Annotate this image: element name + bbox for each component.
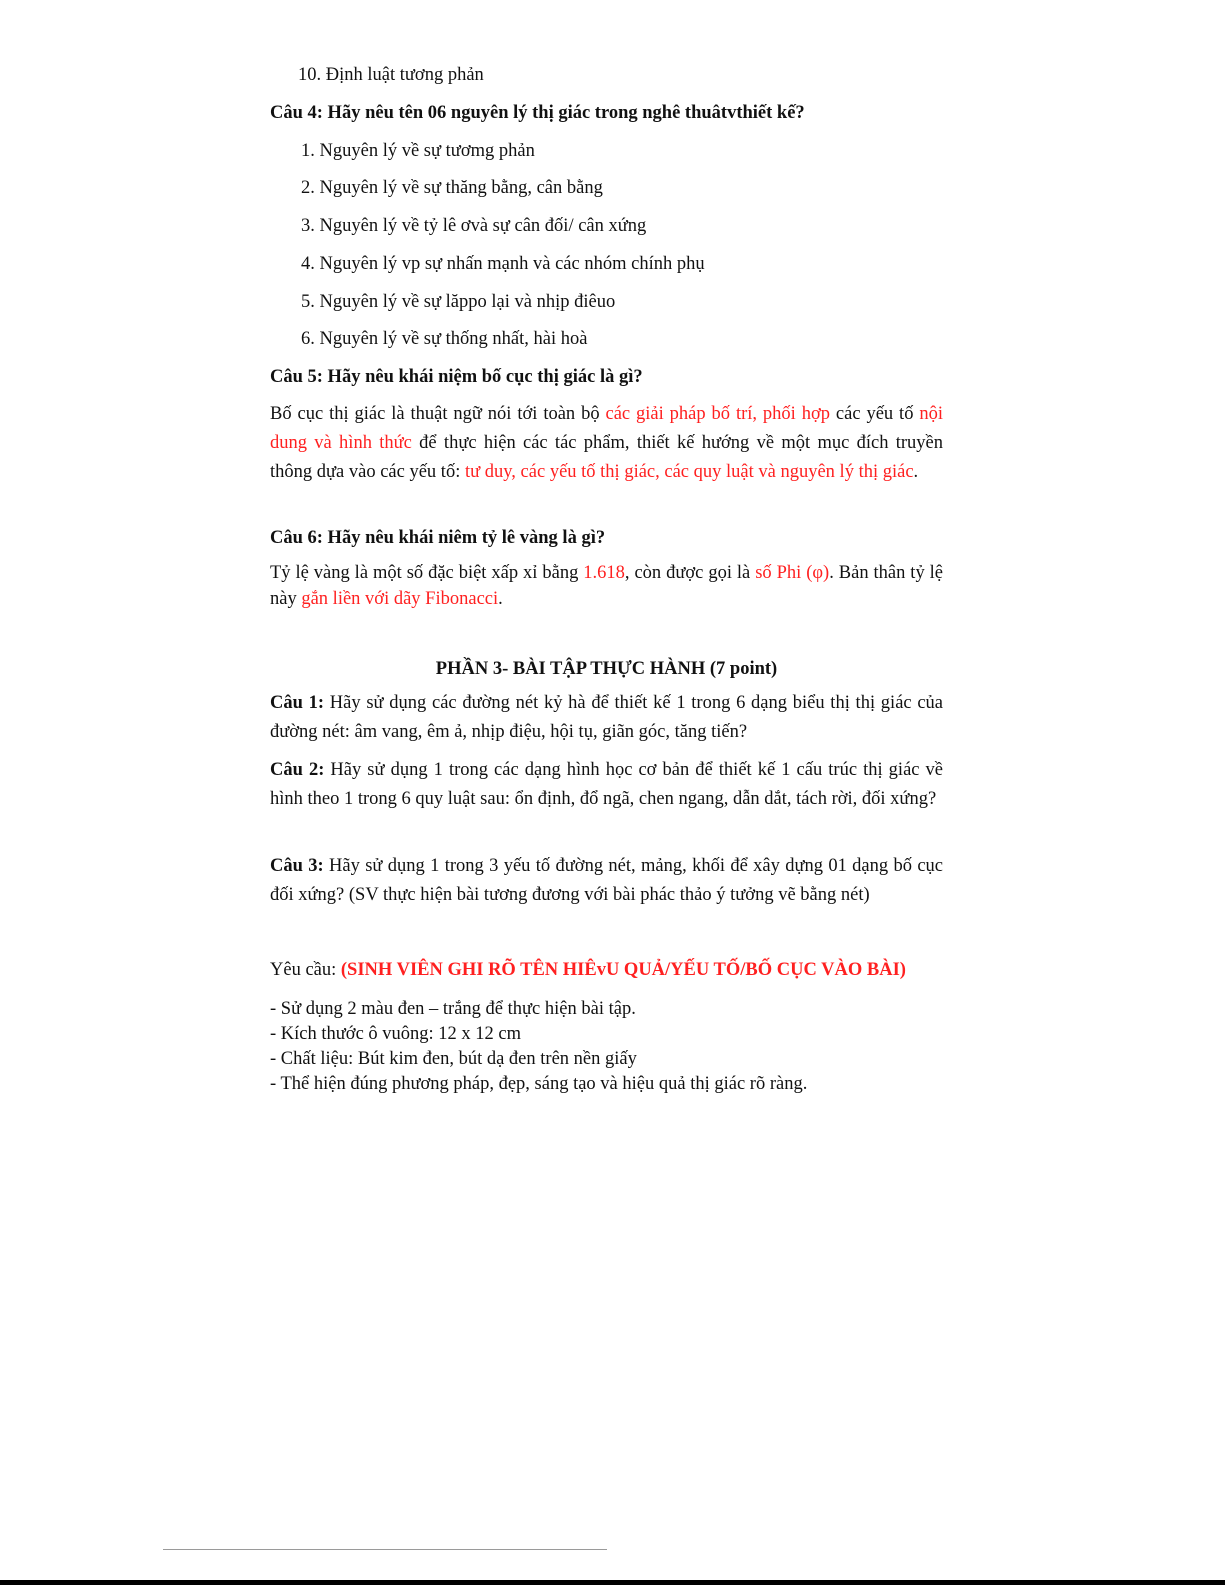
q4-list-item: 4. Nguyên lý vp sự nhấn mạnh và các nhóm chính phụ	[301, 254, 705, 274]
footnote-divider	[163, 1549, 607, 1550]
q4-list-item: 1. Nguyên lý về sự tươmg phản	[301, 141, 535, 161]
q3-list-item-10: 10. Định luật tương phản	[298, 65, 484, 85]
q4-heading: Câu 4: Hãy nêu tên 06 nguyên lý thị giác trong nghê thuâtvthiết kế?	[270, 103, 805, 123]
q4-list-item: 3. Nguyên lý về tỷ lê ơvà sự cân đối/ cân xứng	[301, 216, 647, 236]
requirement-item: - Kích thước ô vuông: 12 x 12 cm	[270, 1024, 522, 1044]
q6-heading: Câu 6: Hãy nêu khái niêm tỷ lê vàng là gì?	[270, 528, 606, 548]
q4-list-item: 6. Nguyên lý về sự thống nhất, hài hoà	[301, 329, 588, 349]
q6-answer: Tỷ lệ vàng là một số đặc biệt xấp xỉ bằng 1.618, còn được gọi là số Phi (φ). Bản thân tỷ lệ này gắn liền với dãy Fibonacci.	[270, 563, 943, 609]
requirement-item: - Thể hiện đúng phương pháp, đẹp, sáng tạo và hiệu quả thị giác rõ ràng.	[270, 1074, 808, 1094]
requirement-item: - Chất liệu: Bút kim đen, bút dạ đen trên nền giấy	[270, 1049, 637, 1069]
p3-q3: Câu 3: Hãy sử dụng 1 trong 3 yếu tố đường nét, mảng, khối để xây dựng 01 dạng bố cục đối xứng? (SV thực hiện bài tương đương với bài phác thảo ý tưởng vẽ bằng nét)	[270, 856, 944, 905]
p3-q1: Câu 1: Hãy sử dụng các đường nét kỷ hà để thiết kế 1 trong 6 dạng biểu thị thị giác của đường nét: âm vang, êm ả, nhịp điệu, hội tụ, giãn góc, tăng tiến?	[270, 693, 944, 742]
q5-answer: Bố cục thị giác là thuật ngữ nói tới toàn bộ các giải pháp bố trí, phối hợp các yếu tố nội dung và hình thức để thực hiện các tác phẩm, thiết kế hướng về một mục đích truyền thông dựa vào các yếu tố: tư duy, các yếu tố thị giác, các quy luật và nguyên lý thị giác.	[270, 404, 943, 482]
p3-q2: Câu 2: Hãy sử dụng 1 trong các dạng hình học cơ bản để thiết kế 1 cấu trúc thị giác về hình theo 1 trong 6 quy luật sau: ổn định, đổ ngã, chen ngang, dẫn dắt, tách rời, đối xứng?	[270, 760, 944, 809]
q4-list-item: 5. Nguyên lý về sự lăppo lại và nhịp điêuo	[301, 292, 616, 312]
q5-heading: Câu 5: Hãy nêu khái niệm bố cục thị giác là gì?	[270, 367, 643, 387]
q4-list-item: 2. Nguyên lý về sự thăng bằng, cân bằng	[301, 178, 603, 198]
part3-title: PHẦN 3- BÀI TẬP THỰC HÀNH (7 point)	[435, 659, 778, 679]
requirement-item: - Sử dụng 2 màu đen – trắng để thực hiện bài tập.	[270, 999, 636, 1019]
requirement-heading: Yêu cầu: (SINH VIÊN GHI RÕ TÊN HIÊvU QUẢ/YẾU TỐ/BỐ CỤC VÀO BÀI)	[270, 960, 906, 980]
page-bottom-edge	[0, 1580, 1225, 1585]
